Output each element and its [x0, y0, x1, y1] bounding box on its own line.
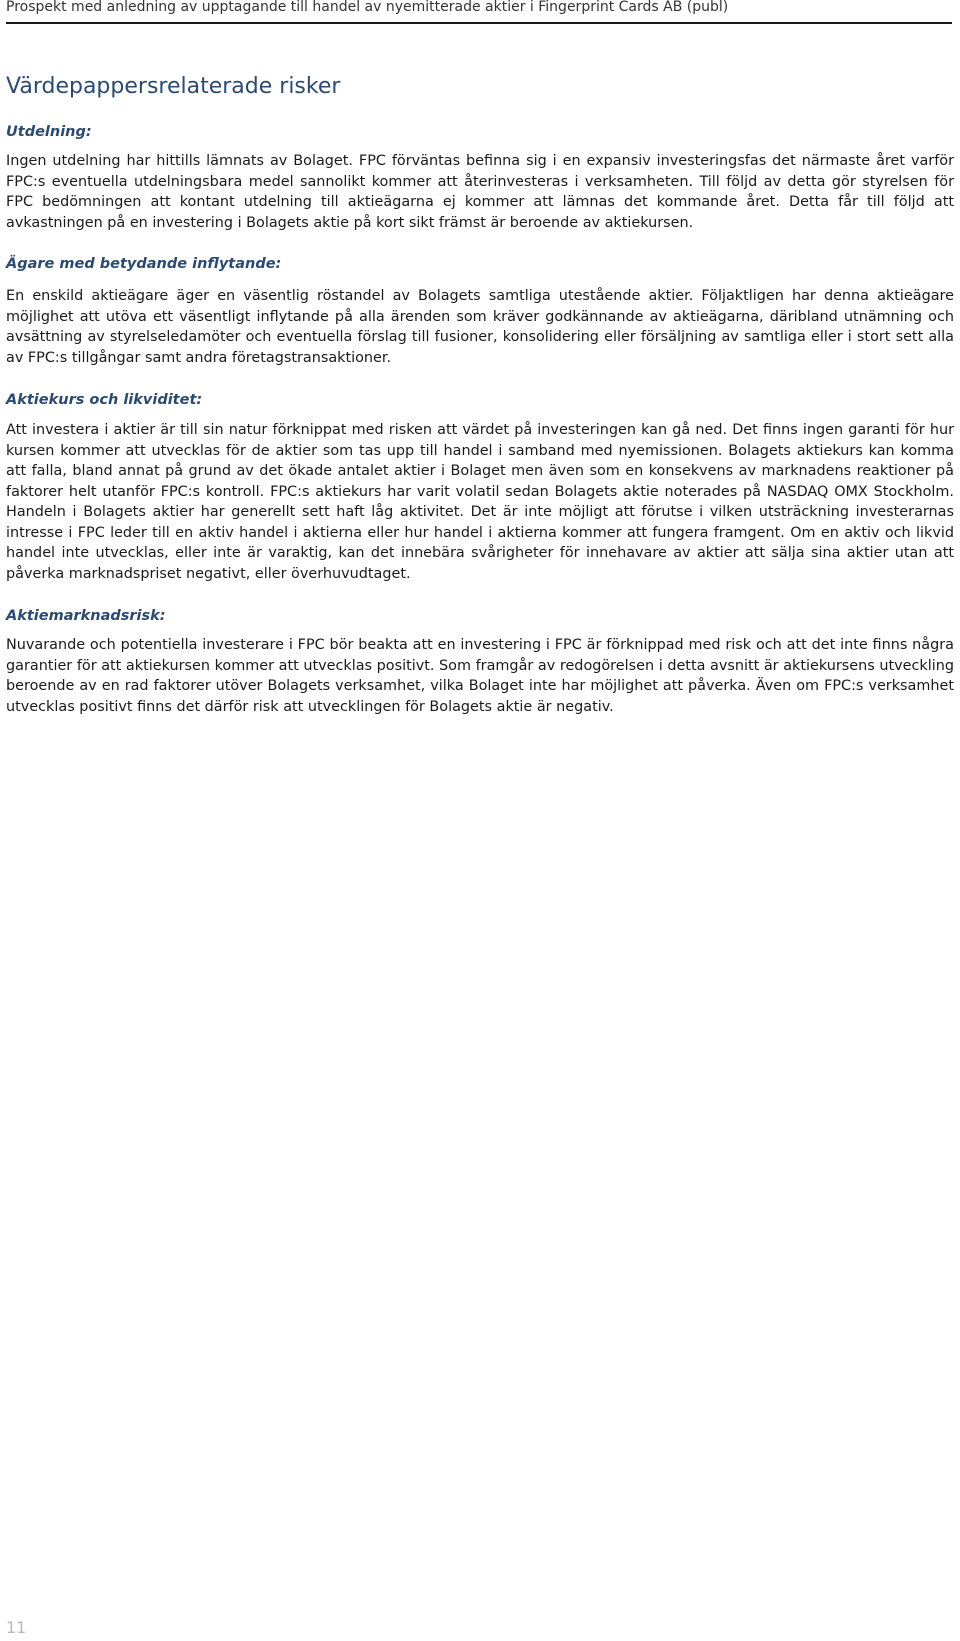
document-title: Prospekt med anledning av upptagande till handel av nyemitterade aktier i Fingerprint Cards AB (publ) [6, 0, 729, 15]
page-content [6, 72, 954, 717]
subheading-aktiemarknadsrisk: Aktiemarknadsrisk: [6, 608, 166, 624]
paragraph-utdelning: Ingen utdelning har hittills lämnats av Bolaget. FPC förväntas befinna sig i en expansiv investeringsfas det närmaste året varför FPC:s eventuella utdelningsbara medel sannolikt kommer att återinvesteras i verksamheten. Till följd av detta gör styrelsen för FPC bedömningen att kontant utdelning till aktieägarna ej kommer att lämnas det kommande året. Detta får till följd att avkastningen på en investering i Bolagets aktie på kort sikt främst är beroende av aktiekursen. [6, 153, 954, 231]
page-header [6, 0, 952, 24]
subheading-aktiekurs: Aktiekurs och likviditet: [6, 392, 203, 408]
subheading-agare: Ägare med betydande inflytande: [6, 256, 282, 272]
section-title: Värdepappersrelaterade risker [6, 74, 341, 99]
page-number: 11 [6, 1618, 27, 1637]
paragraph-aktiekurs: Att investera i aktier är till sin natur förknippat med risken att värdet på investeringen kan gå ned. Det finns ingen garanti för hur kursen kommer att utvecklas för de aktier som tas upp till handel i samband med nyemissionen. Bolagets aktiekurs kan komma att falla, bland annat på grund av det ökade antalet aktier i Bolaget men även som en konsekvens av marknadens reaktioner på faktorer helt utanför FPC:s kontroll. FPC:s aktiekurs har varit volatil sedan Bolagets aktie noterades på NASDAQ OMX Stockholm. Handeln i Bolagets aktier har generellt sett haft låg aktivitet. Det är inte möjligt att förutse i vilken utsträckning investerarnas intresse i FPC leder till en aktiv handel i aktierna eller hur handel i aktierna kommer att fungera framgent. Om en aktiv och likvid handel inte utvecklas, eller inte är varaktig, kan det innebära svårigheter för innehavare av aktier att sälja sina aktier utan att påverka marknadspriset negativt, eller överhuvudtaget. [6, 422, 954, 582]
paragraph-aktiemarknadsrisk: Nuvarande och potentiella investerare i FPC bör beakta att en investering i FPC är förknippad med risk och att det inte finns några garantier för att aktiekursen kommer att utvecklas positivt. Som framgår av redogörelsen i detta avsnitt är aktiekursens utveckling beroende av en rad faktorer utöver Bolagets verksamhet, vilka Bolaget inte har möjlighet att påverka. Även om FPC:s verksamhet utvecklas positivt finns det därför risk att utvecklingen för Bolagets aktie är negativ. [6, 637, 954, 715]
paragraph-agare: En enskild aktieägare äger en väsentlig röstandel av Bolagets samtliga utestående aktier. Följaktligen har denna aktieägare möjlighet att utöva ett väsentligt inflytande på alla ärenden som kräver godkännande av aktieägarna, däribland utnämning och avsättning av styrelseledamöter och eventuella förslag till fusioner, konsolidering eller försäljning av samtliga eller i stort sett alla av FPC:s tillgångar samt andra företagstransaktioner. [6, 288, 954, 366]
subheading-utdelning: Utdelning: [6, 124, 92, 140]
